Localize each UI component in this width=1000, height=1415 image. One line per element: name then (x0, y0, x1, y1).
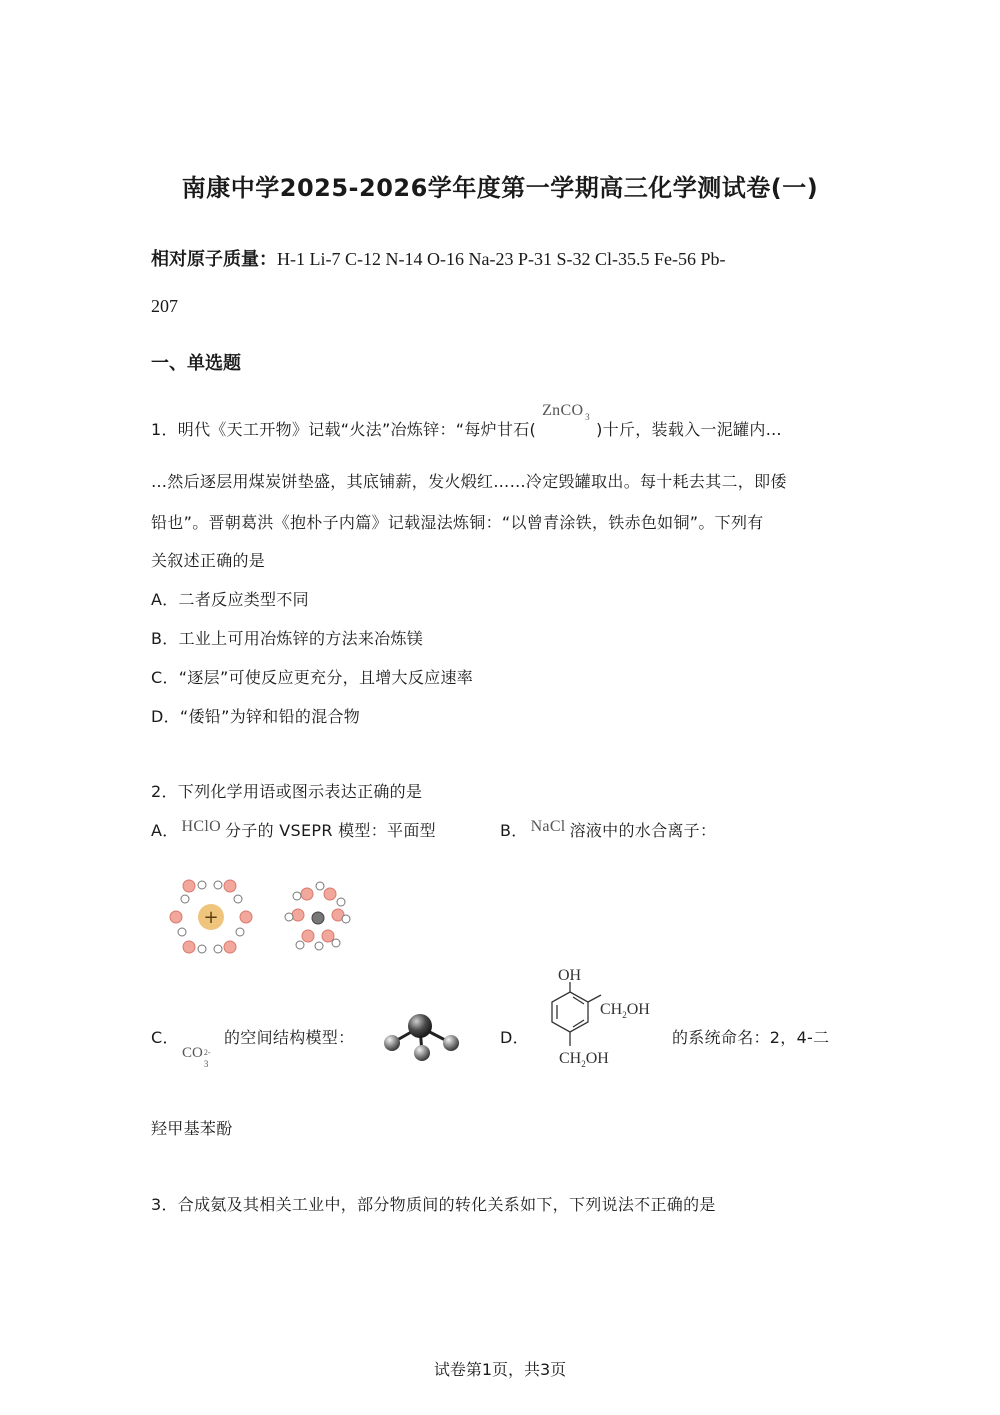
carbonate-subscript: 3 (203, 1059, 209, 1069)
q1-option-b: B．工业上可用冶炼锌的方法来冶炼镁 (151, 629, 424, 648)
carbonate-formula-main: CO (182, 1045, 203, 1061)
q1-formula-sub: 3 (585, 412, 590, 422)
q1-line3: 铅也”。晋朝葛洪《抱朴子内篇》记载湿法炼铜：“以曾青涂铁，铁赤色如铜”。下列有 (151, 513, 764, 532)
q1-formula (536, 402, 596, 435)
q2-option-d-text: 的系统命名：2，4-二 (672, 1028, 830, 1047)
q2-option-b-formula: NaCl (530, 818, 566, 835)
q2-option-a-prefix: A． (151, 821, 179, 840)
q1-line1 (151, 402, 782, 440)
atomic-mass-label: 相对原子质量： (151, 249, 277, 270)
q2-option-a-text: 分子的 VSEPR 模型：平面型 (224, 821, 436, 840)
q2-option-c-formula (182, 1045, 213, 1069)
q2-stem: 2．下列化学用语或图示表达正确的是 (151, 782, 423, 801)
oxygen-atom (443, 1035, 459, 1051)
q2-option-b (500, 818, 716, 841)
q1-option-a: A．二者反应类型不同 (151, 590, 309, 609)
q1-line4: 关叙述正确的是 (151, 551, 266, 570)
hydrated-ions-figure (160, 872, 360, 962)
q2-option-d-prefix: D． (500, 1028, 529, 1047)
carbon-atom (408, 1014, 432, 1038)
oxygen-atom (384, 1035, 400, 1051)
q2-option-d-cont: 羟甲基苯酚 (151, 1119, 233, 1138)
sodium-ion-cluster (170, 880, 252, 953)
q1-line2: …然后逐层用煤炭饼垫盛，其底铺薪，发火煅红……冷定毁罐取出。每十耗去其二，即倭 (151, 472, 787, 491)
atomic-mass-line (151, 245, 725, 271)
sodium-ion-charge: + (203, 907, 219, 928)
q3-stem: 3．合成氨及其相关工业中，部分物质间的转化关系如下，下列说法不正确的是 (151, 1195, 716, 1214)
q2-option-b-prefix: B． (500, 821, 528, 840)
section-heading: 一、单选题 (151, 353, 241, 374)
chloride-ion-cluster (285, 882, 350, 950)
q2-option-b-text: 溶液中的水合离子： (569, 821, 717, 840)
q1-text-b: )十斤，装载入一泥罐内… (596, 420, 782, 439)
q2-option-a (151, 818, 436, 841)
q1-option-c: C．“逐层”可使反应更充分，且增大反应速率 (151, 668, 474, 687)
q1-formula-main: ZnCO (542, 402, 584, 419)
page-footer: 试卷第1页，共3页 (433, 1360, 567, 1379)
q1-option-d: D．“倭铅”为锌和铅的混合物 (151, 707, 361, 726)
dihydroxymethylphenol-structure (538, 962, 658, 1074)
hydroxyl-label: OH (558, 967, 582, 984)
q2-option-a-formula: HClO (181, 818, 221, 835)
page-title: 南康中学2025-2026学年度第一学期高三化学测试卷(一) (181, 174, 819, 202)
benzene-ring (552, 982, 601, 1046)
atomic-mass-values: H-1 Li-7 C-12 N-14 O-16 Na-23 P-31 S-32 Cl-35.5 Fe-56 Pb- (277, 249, 726, 269)
chloride-ion (312, 912, 324, 924)
ch2oh-label-2: $CH_2OH$ (559, 1050, 609, 1069)
q2-option-c-text: 的空间结构模型： (224, 1028, 355, 1047)
carbonate-charge: 2- (203, 1048, 211, 1057)
ch2oh-label-1: $CH_2OH$ (600, 1001, 650, 1020)
q1-text-a: 1．明代《天工开物》记载“火法”冶炼锌：“每炉甘石( (151, 420, 537, 439)
oxygen-atom (414, 1045, 430, 1061)
atomic-mass-values-cont: 207 (151, 296, 178, 316)
q2-option-c-prefix: C． (151, 1028, 179, 1047)
carbonate-ball-stick-model (375, 1008, 470, 1063)
